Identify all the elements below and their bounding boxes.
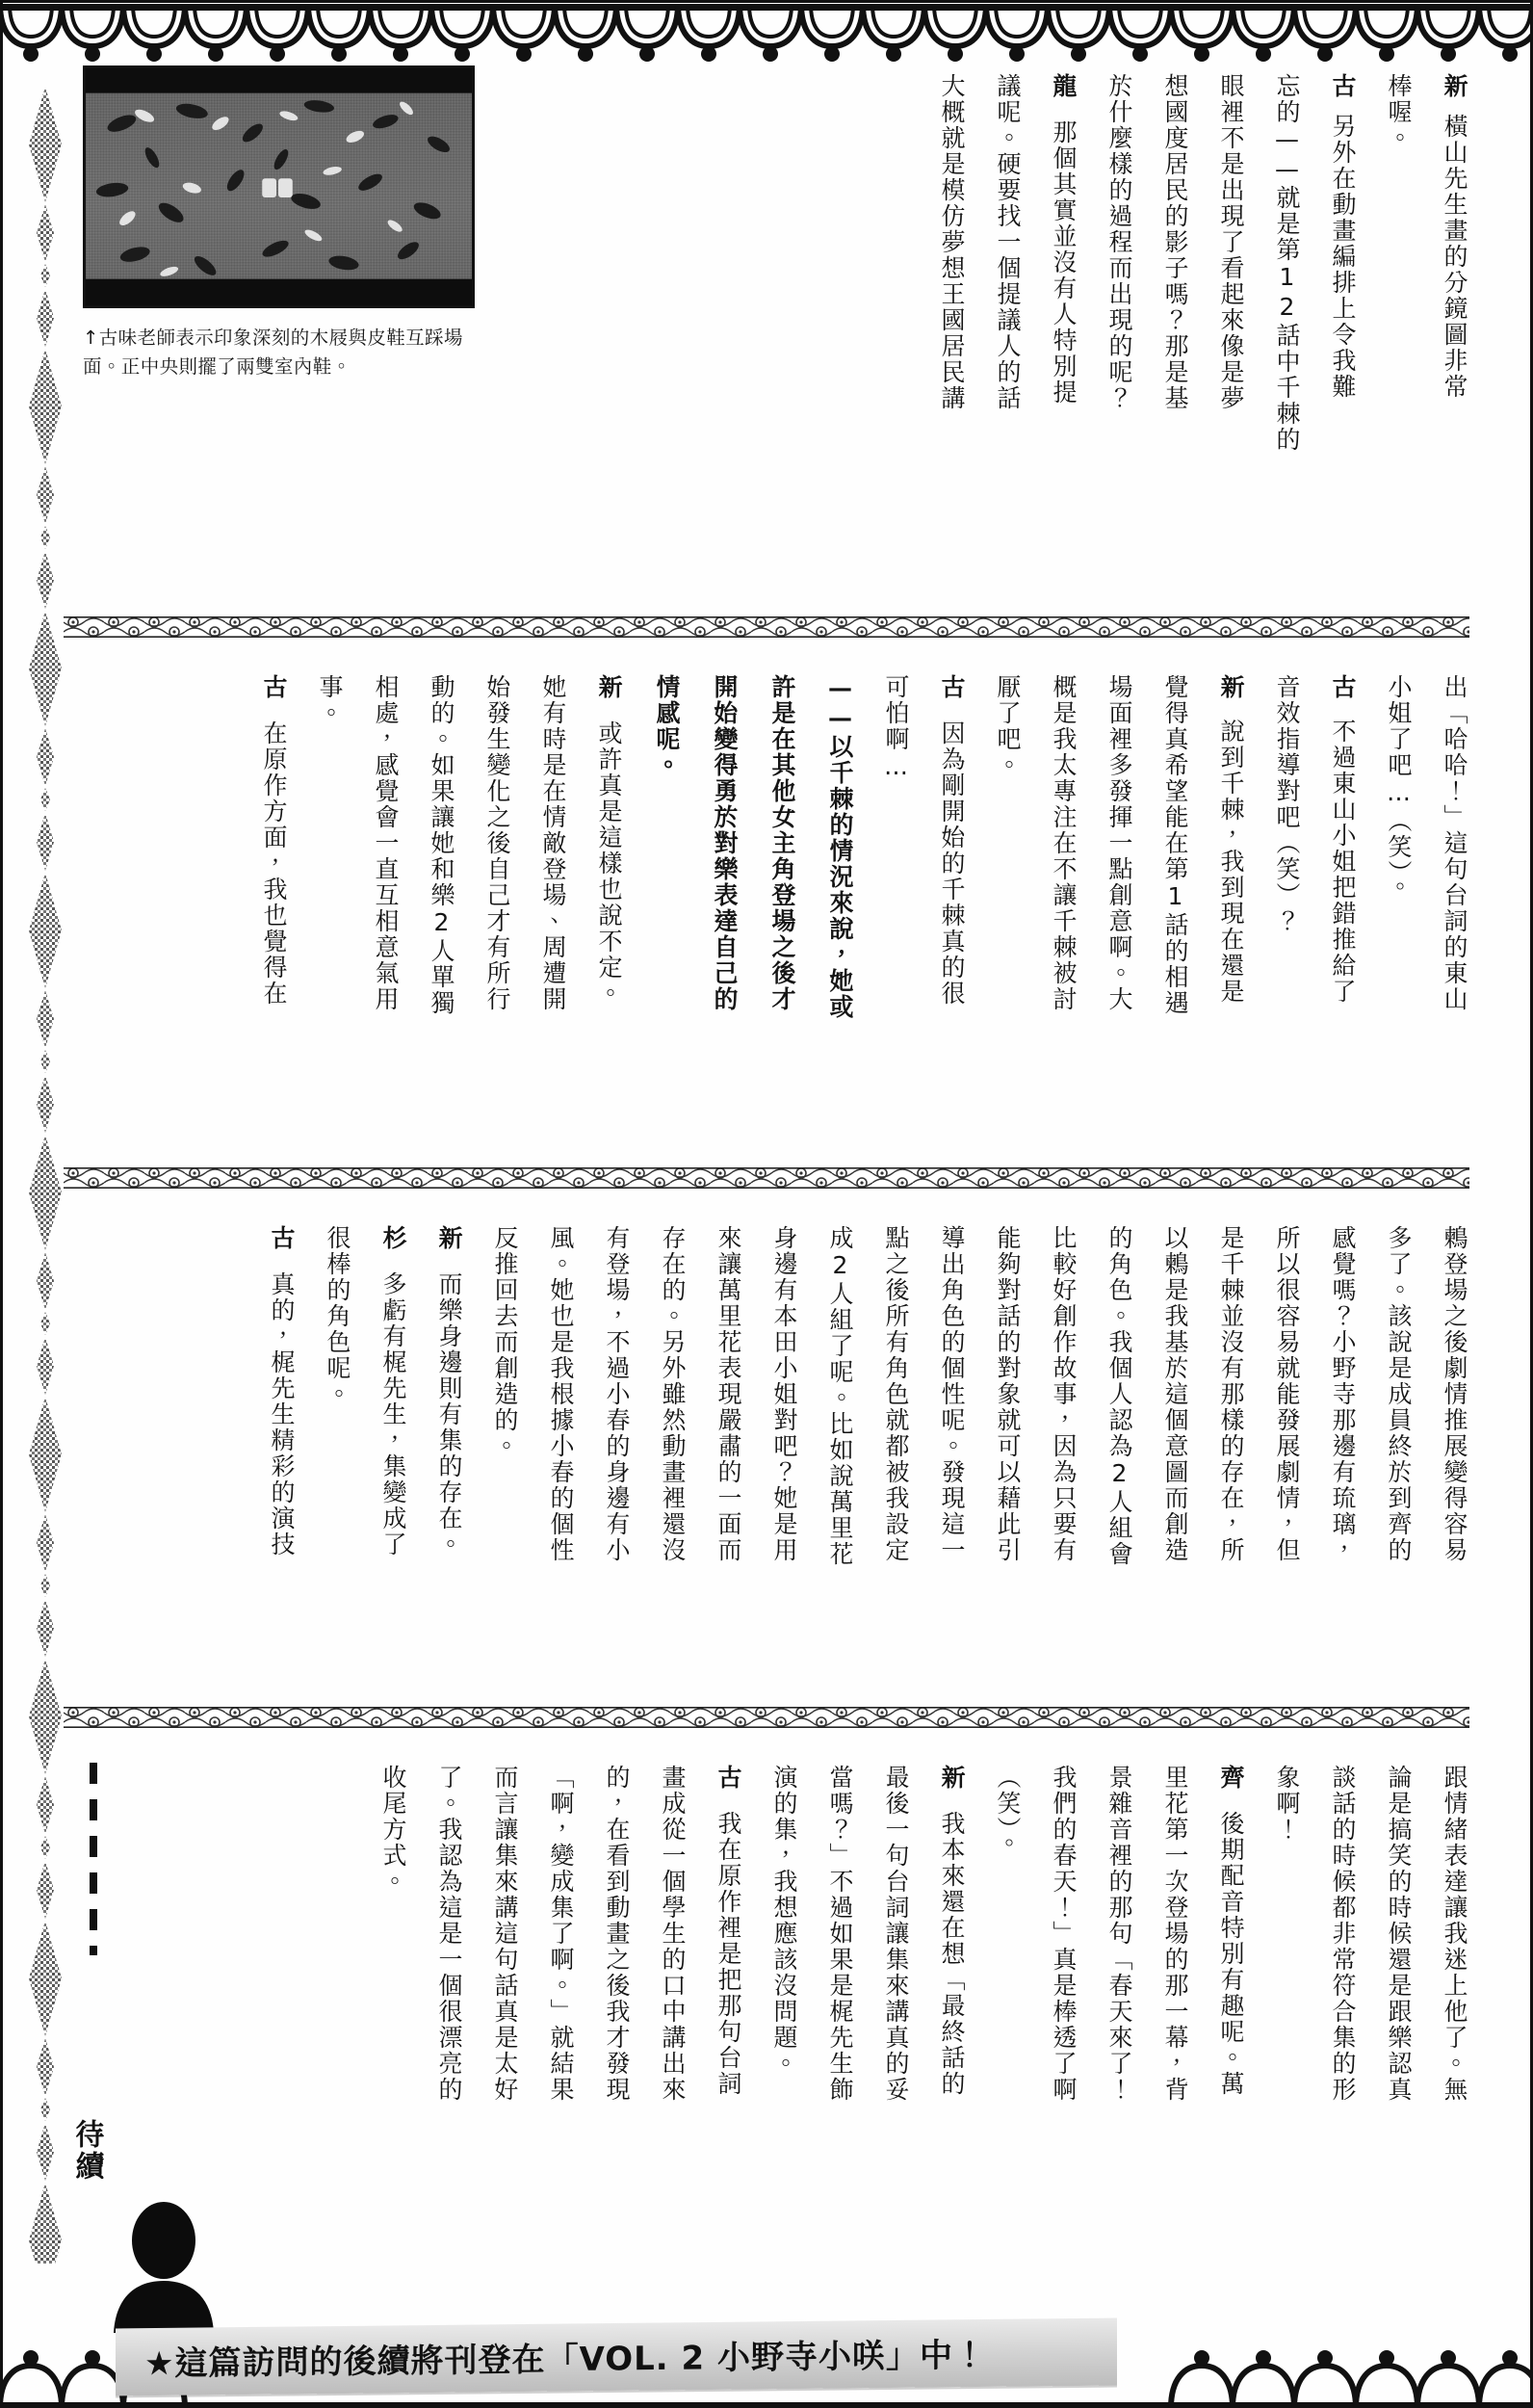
block1-col-7: 那個其實並沒有人特別提 — [1050, 119, 1078, 406]
block2-col-16: 相處，感覺會一直互相意氣用 — [372, 674, 400, 1012]
block4-col-7: 景雜音裡的那句「春天來了！ — [1105, 1765, 1133, 2103]
block2-col-3: 不過東山小姐把錯推給了 — [1329, 719, 1357, 1005]
dashed-rule — [89, 1763, 98, 1955]
block2-col-5: 說到千棘，我到現在還是 — [1217, 719, 1245, 1005]
block1-col-8: 議呢。硬要找一個提議人的話 — [994, 73, 1022, 411]
block2-col-15: 動的。如果讓她和樂2人單獨 — [428, 674, 455, 1016]
block2-col-4: 音效指導對吧（笑）？ — [1273, 674, 1301, 934]
block3-col-7: 的角色。我個人認為2人組會 — [1105, 1225, 1133, 1567]
footer-announcement: ★這篇訪問的後續將刊登在「VOL. 2 小野寺小咲」中！ — [144, 2336, 988, 2384]
block2-col-11: 可怕啊… — [882, 674, 910, 782]
block3-speaker-shin: 新 — [435, 1225, 463, 1251]
left-edge-rule — [0, 0, 3, 2408]
block4-speaker-ko: 古 — [715, 1765, 742, 1791]
block4-col-10: 我本來還在想「最終話的 — [938, 1811, 966, 2097]
block3-col-15: 存在的。另外雖然動畫裡還沒 — [659, 1225, 687, 1563]
block4-col-15: 畫成從一個學生的口中講出來 — [659, 1765, 687, 2103]
block2-bold-q-1: ——以千棘的情況來說，她或 — [826, 674, 854, 1020]
block3-col-3: 感覺嗎？小野寺那邊有琉璃， — [1329, 1225, 1357, 1563]
block2-col-6: 覺得真希望能在第1話的相遇 — [1161, 674, 1189, 1016]
block1-col-2: 另外在動畫編排上令我難 — [1329, 114, 1357, 400]
block3-col-10: 導出角色的個性呢。發現這一 — [938, 1225, 966, 1563]
block2-speaker-shin-2: 新 — [595, 674, 623, 700]
block4-speaker-shin: 新 — [938, 1765, 966, 1791]
block1-col-1: 橫山先生畫的分鏡圖非常 — [1441, 114, 1468, 400]
block3-col-18: 反推回去而創造的。 — [491, 1225, 519, 1459]
block4-col-6: 里花第一次登場的那一幕，背 — [1161, 1765, 1189, 2103]
storyboard-photo — [83, 65, 475, 308]
block1-speaker-shin: 新 — [1441, 73, 1468, 99]
block2-bold-q-2: 許是在其他女主角登場之後才 — [768, 674, 796, 1012]
block3-col-14: 來讓萬里花表現嚴肅的一面而 — [715, 1225, 742, 1563]
block2-col-18: 在原作方面，我也覺得在 — [260, 720, 288, 1007]
block3-col-17: 風。她也是我根據小春的個性 — [547, 1225, 575, 1563]
block4-col-8: 我們的春天！」真是棒透了啊 — [1050, 1765, 1078, 2103]
block2-col-2: 小姐了吧…（笑）。 — [1385, 674, 1413, 901]
block4-col-18: 而言讓集來講這句話真是太好 — [491, 1765, 519, 2103]
block2-bold-q-4: 情感呢。 — [653, 674, 681, 778]
block4-col-1: 跟情緒表達讓我迷上他了。無 — [1441, 1765, 1468, 2103]
block3-col-13: 身邊有本田小姐對吧？她是用 — [770, 1225, 798, 1563]
block2-col-13: 她有時是在情敵登場、周遭開 — [539, 674, 567, 1012]
block2-col-17: 事。 — [316, 674, 344, 726]
block3-col-22: 真的，梶先生精彩的演技 — [268, 1271, 296, 1557]
photo-caption: ↑古味老師表示印象深刻的木屐與皮鞋互踩場面。正中央則擺了兩雙室內鞋。 — [83, 327, 463, 379]
block3-col-20: 多虧有梶先生，集變成了 — [379, 1271, 407, 1557]
block3-col-16: 有登場，不過小春的身邊有小 — [603, 1225, 631, 1563]
block3-col-6: 以鶫是我基於這個意圖而創造 — [1161, 1225, 1189, 1563]
block1-col-5: 想國度居民的影子嗎？那是基 — [1161, 73, 1189, 411]
block1-col-4: 眼裡不是出現了看起來像是夢 — [1217, 73, 1245, 411]
block3-speaker-ko: 古 — [268, 1225, 296, 1251]
block3-col-5: 是千棘並沒有那樣的存在，所 — [1217, 1225, 1245, 1563]
block3-col-19: 而樂身邊則有集的存在。 — [435, 1271, 463, 1557]
block4-col-17: 「啊，變成集了啊。」就結果 — [547, 1765, 575, 2103]
block1-col-1b: 棒喔。 — [1385, 73, 1413, 151]
block3-col-1: 鶫登場之後劇情推展變得容易 — [1441, 1225, 1468, 1563]
block4-col-13: 演的集，我想應該沒問題。 — [770, 1765, 798, 2077]
block3-col-12: 成2人組了呢。比如說萬里花 — [826, 1225, 854, 1567]
block3-col-21: 很棒的角色呢。 — [324, 1225, 351, 1407]
block2-speaker-shin: 新 — [1217, 674, 1245, 700]
top-edge-rule — [0, 0, 1533, 3]
block4-col-16: 的，在看到動畫之後我才發現 — [603, 1765, 631, 2103]
block1-col-6: 於什麼樣的過程而出現的呢？ — [1105, 73, 1133, 411]
block2-col-7: 場面裡多發揮一點創意啊。大 — [1105, 674, 1133, 1012]
block2-speaker-ko-1: 古 — [1329, 674, 1357, 700]
block2-col-12: 或許真是這樣也說不定。 — [595, 720, 623, 1007]
photo-content — [86, 68, 472, 307]
block4-col-20: 收尾方式。 — [379, 1765, 407, 1895]
block3-col-9: 能夠對話的對象就可以藉此引 — [994, 1225, 1022, 1563]
block1-col-9: 大概就是模仿夢想王國居民講 — [938, 73, 966, 411]
block3-col-4: 所以很容易就能發展劇情，但 — [1273, 1225, 1301, 1563]
floral-divider-1 — [64, 616, 1469, 638]
block4-col-4: 象啊！ — [1273, 1765, 1301, 1843]
block4-col-2: 論是搞笑的時候還是跟樂認真 — [1385, 1765, 1413, 2103]
block2-col-8: 概是我太專注在不讓千棘被討 — [1050, 674, 1078, 1012]
block4-col-3: 談話的時候都非常符合集的形 — [1329, 1765, 1357, 2103]
block1-speaker-ryu: 龍 — [1050, 73, 1078, 99]
floral-divider-2 — [64, 1167, 1469, 1189]
block2-col-14: 始發生變化之後自己才有所行 — [483, 674, 511, 1012]
block1-col-3: 忘的——就是第12話中千棘的 — [1273, 73, 1301, 453]
block2-col-9: 厭了吧。 — [994, 674, 1022, 778]
block2-speaker-ko-2: 古 — [938, 674, 966, 700]
block2-col-10: 因為剛開始的千棘真的很 — [938, 720, 966, 1007]
floral-divider-3 — [64, 1707, 1469, 1728]
block2-bold-q-3: 開始變得勇於對樂表達自己的 — [711, 674, 739, 1012]
block4-speaker-sai: 齊 — [1217, 1765, 1245, 1791]
to-be-continued-label: 待續 — [69, 2119, 104, 2183]
block2-speaker-ko-3: 古 — [260, 674, 288, 700]
block3-col-2: 多了。該說是成員終於到齊的 — [1385, 1225, 1413, 1563]
block2-col-1: 出「哈哈！」這句台詞的東山 — [1441, 674, 1468, 1012]
block4-col-14: 我在原作裡是把那句台詞 — [715, 1811, 742, 2097]
block4-col-5: 後期配音特別有趣呢。萬 — [1217, 1811, 1245, 2097]
block4-col-9: （笑）。 — [994, 1765, 1022, 1857]
block3-speaker-sugi: 杉 — [379, 1225, 407, 1251]
block4-col-19: 了。我認為這是一個很漂亮的 — [435, 1765, 463, 2103]
block4-col-12: 當嗎？」不過如果是梶先生飾 — [826, 1765, 854, 2103]
top-lace-border — [0, 4, 1533, 67]
block1-speaker-ko-1: 古 — [1329, 73, 1357, 99]
block4-col-11: 最後一句台詞讓集來講真的妥 — [882, 1765, 910, 2103]
block3-col-8: 比較好創作故事，因為只要有 — [1050, 1225, 1078, 1563]
block3-col-11: 點之後所有角色就都被我設定 — [882, 1225, 910, 1563]
